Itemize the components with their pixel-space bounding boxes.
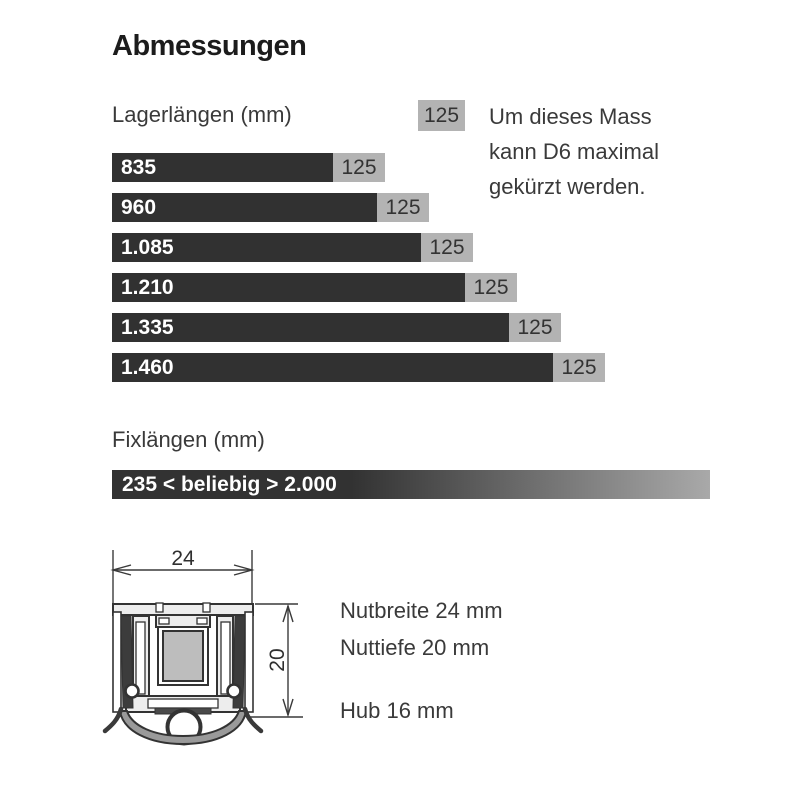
cut-box: 125 <box>509 313 561 342</box>
legend-cut-box: 125 <box>418 100 465 131</box>
length-bar-row <box>112 193 429 222</box>
length-bar: 1.335 <box>112 313 509 342</box>
cut-box: 125 <box>465 273 517 302</box>
length-bar-row <box>112 273 517 302</box>
length-bar: 1.460 <box>112 353 553 382</box>
cut-box: 125 <box>421 233 473 262</box>
cut-box: 125 <box>333 153 385 182</box>
profile-cross-section <box>100 540 330 780</box>
spec-nuttiefe: Nuttiefe 20 mm <box>340 635 490 660</box>
legend-note <box>489 99 679 204</box>
dimension-depth-value: 20 <box>266 648 289 672</box>
length-bar-row <box>112 233 473 262</box>
length-bar: 1.085 <box>112 233 421 262</box>
fixlaengen-label: Fixlängen (mm) <box>112 427 265 452</box>
length-bar-row <box>112 353 605 382</box>
length-bar: 960 <box>112 193 377 222</box>
spec-nutbreite: Nutbreite 24 mm <box>340 598 503 623</box>
cut-box: 125 <box>377 193 429 222</box>
length-bar: 1.210 <box>112 273 465 302</box>
dimension-width-value: 24 <box>171 547 195 570</box>
spec-hub: Hub 16 mm <box>340 698 454 723</box>
length-bar-row <box>112 153 385 182</box>
lagerlaengen-label: Lagerlängen (mm) <box>112 102 292 127</box>
page-title: Abmessungen <box>112 30 307 62</box>
length-bar: 835 <box>112 153 333 182</box>
mechanism-block <box>158 627 208 685</box>
legend-note-line: kann D6 maximal <box>489 139 659 164</box>
legend-note-line: Um dieses Mass <box>489 104 652 129</box>
fixlaengen-range-bar: 235 < beliebig > 2.000 <box>112 470 710 499</box>
profile-cross-section-svg <box>100 540 330 775</box>
legend-note-line: gekürzt werden. <box>489 174 646 199</box>
cut-box: 125 <box>553 353 605 382</box>
length-bar-row <box>112 313 561 342</box>
